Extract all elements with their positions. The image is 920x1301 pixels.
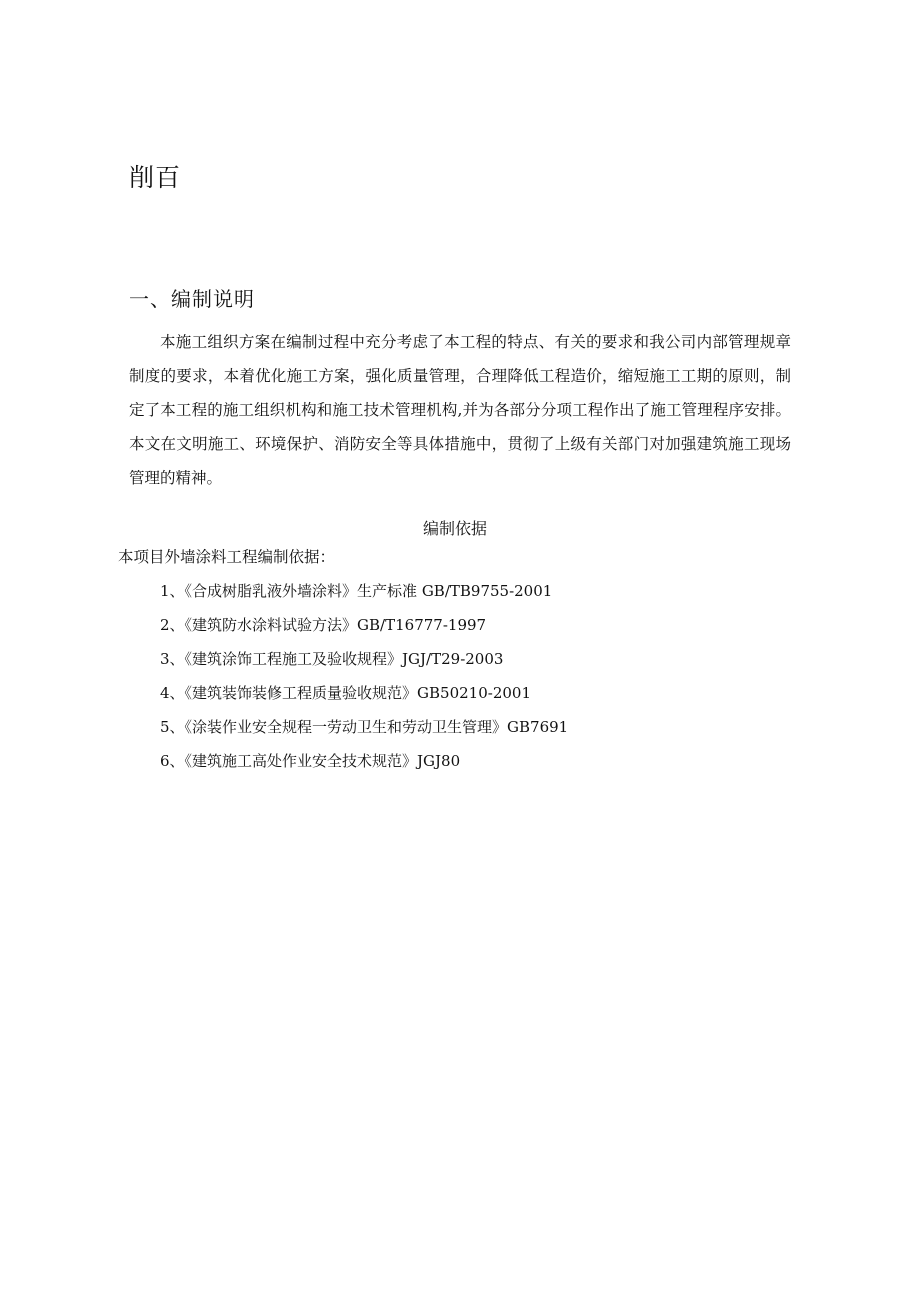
basis-item-4: 4、《建筑装饰装修工程质量验收规范》GB50210-2001 — [160, 684, 532, 702]
basis-item-6: 6、《建筑施工高处作业安全技术规范》JGJ80 — [160, 752, 461, 770]
section-heading: 一、编制说明 — [129, 287, 255, 311]
basis-item-5: 5、《涂装作业安全规程一劳动卫生和劳动卫生管理》GB7691 — [160, 718, 569, 736]
basis-item-2: 2、《建筑防水涂料试验方法》GB/T16777-1997 — [160, 616, 487, 634]
basis-item-3: 3、《建筑涂饰工程施工及验收规程》JGJ/T29-2003 — [160, 650, 504, 668]
basis-list — [160, 578, 568, 782]
basis-item-1: 1、《合成树脂乳液外墙涂料》生产标准 GB/TB9755-2001 — [160, 582, 553, 600]
intro-paragraph: 本施工组织方案在编制过程中充分考虑了本工程的特点、有关的要求和我公司内部管理规章制度的要求，本着优化施工方案，强化质量管理，合理降低工程造价，缩短施工工期的原则，制定了本工程的施工组织机构和施工技术管理机构,并为各部分分项工程作出了施工管理程序安排。本文在文明施工、环境保护、消防安全等具体措施中，贯彻了上级有关部门对加强建筑施工现场管理的精神。 — [129, 333, 791, 487]
page-heading: 削百 — [129, 163, 182, 192]
basis-title: 编制依据 — [422, 519, 487, 538]
basis-lead: 本项目外墙涂料工程编制依据： — [118, 548, 336, 566]
